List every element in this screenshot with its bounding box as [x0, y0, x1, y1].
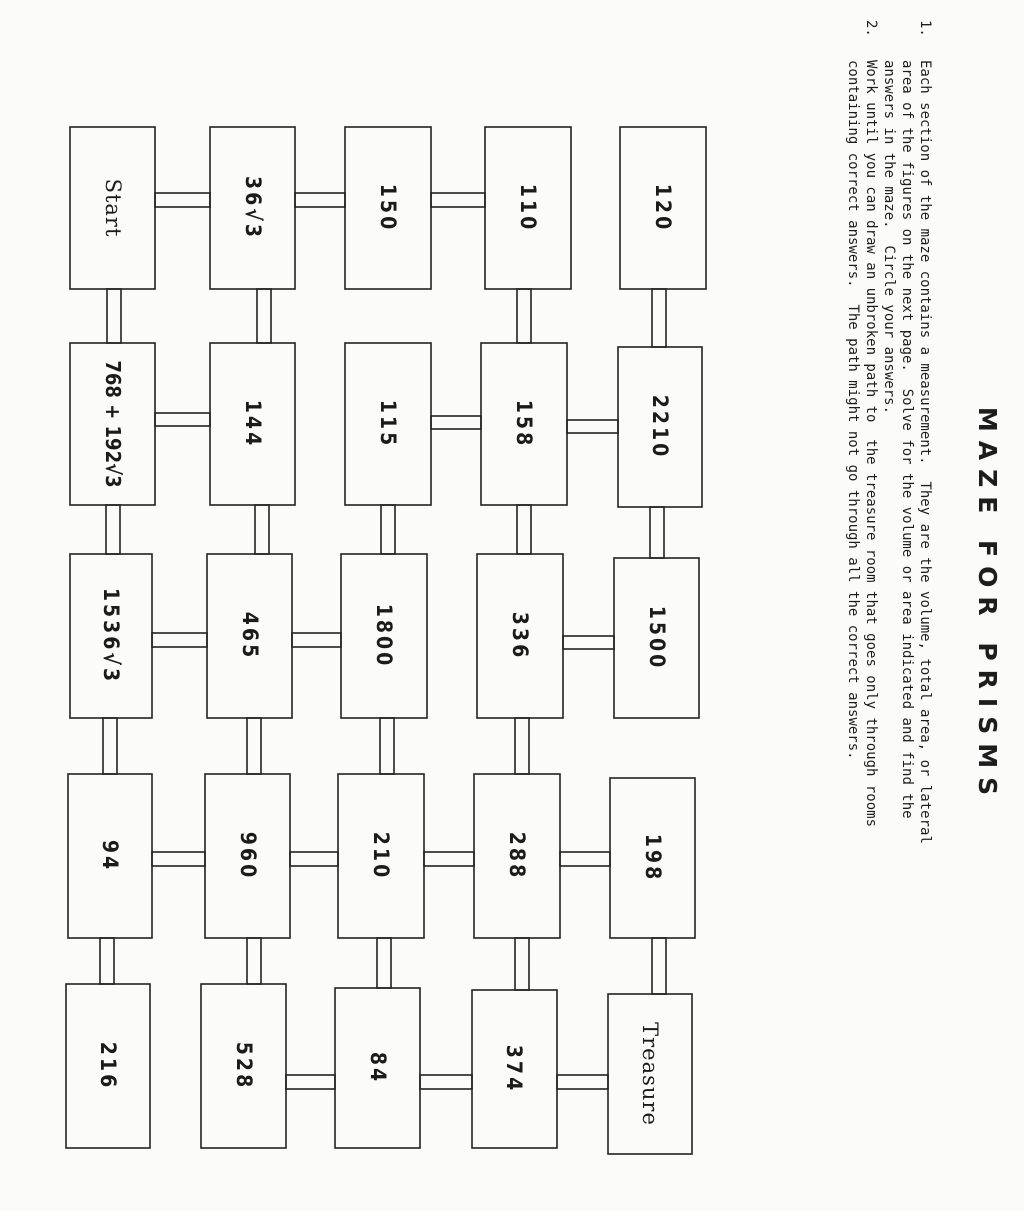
page-title: MAZE FOR PRISMS	[973, 406, 1002, 805]
room-label-216: 216	[96, 1041, 120, 1091]
room-label-465: 465	[238, 611, 262, 661]
room-label-115: 115	[376, 399, 400, 449]
room-label-start: Start	[101, 178, 125, 238]
instruction-number: 2.	[863, 20, 879, 37]
room-label-36r3: 36√3	[241, 175, 265, 241]
room-label-144: 144	[241, 399, 265, 449]
room-label-120: 120	[651, 183, 675, 233]
room-label-150: 150	[376, 183, 400, 233]
room-label-110: 110	[516, 183, 540, 233]
instruction-line: containing correct answers. The path might not go through all the correct answers.	[845, 60, 861, 760]
room-label-336: 336	[508, 611, 532, 661]
room-label-treasure: Treasure	[638, 1022, 662, 1126]
room-label-158: 158	[512, 399, 536, 449]
room-label-94: 94	[98, 839, 122, 873]
room-label-960: 960	[236, 831, 260, 881]
room-label-1536r3: 1536√3	[99, 587, 123, 685]
instruction-line: Work until you can draw an unbroken path to the treasure room that goes only through rooms	[863, 60, 879, 828]
room-label-374: 374	[502, 1044, 526, 1094]
room-label-198: 198	[641, 833, 665, 883]
instruction-line: answers in the maze. Circle your answers.	[881, 60, 897, 415]
instruction-line: Each section of the maze contains a measurement. They are the volume, total area, or lateral	[917, 60, 933, 844]
room-label-210: 210	[369, 831, 393, 881]
room-label-1500: 1500	[645, 605, 669, 671]
instruction-number: 1.	[917, 20, 933, 37]
room-label-528: 528	[232, 1041, 256, 1091]
room-label-84: 84	[366, 1051, 390, 1085]
room-label-768-192r3: 768 + 192√3	[101, 360, 125, 488]
room-label-1800: 1800	[372, 603, 396, 669]
room-label-2210: 2210	[648, 394, 672, 460]
instruction-line: area of the figures on the next page. Solve for the volume or area indicated and find the	[899, 60, 915, 819]
room-label-288: 288	[505, 831, 529, 881]
